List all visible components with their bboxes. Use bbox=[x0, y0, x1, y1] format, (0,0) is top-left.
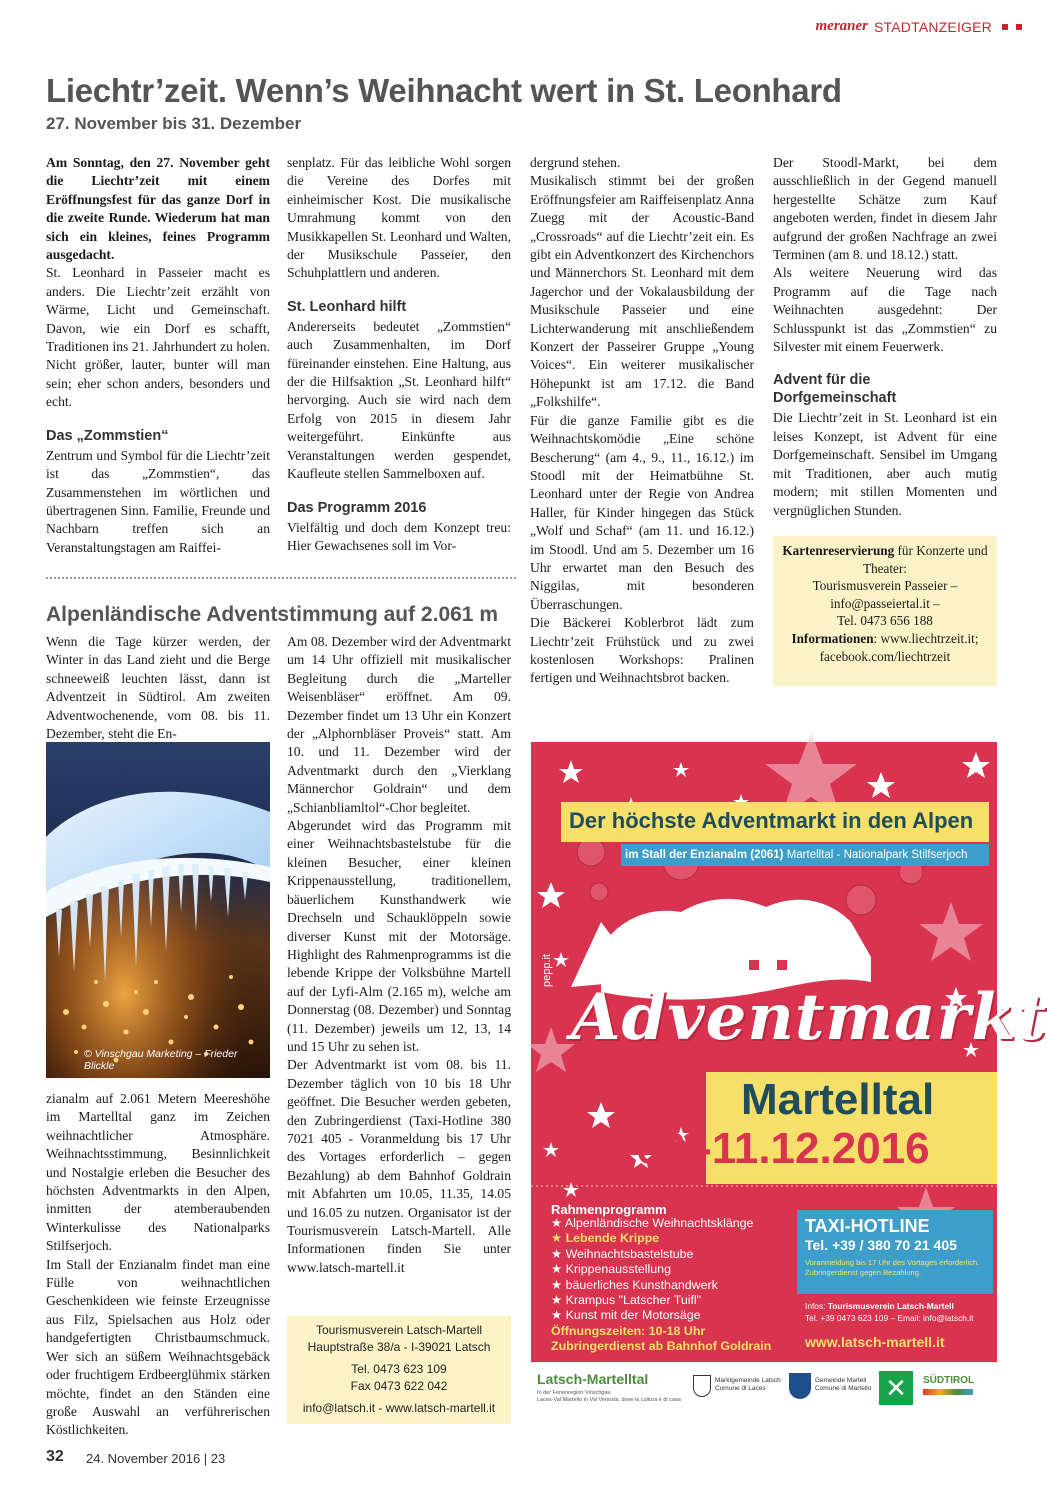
paragraph: dergrund stehen. bbox=[530, 155, 621, 170]
list-item: ★ Weihnachtsbastelstube bbox=[551, 1246, 694, 1261]
latsch-address: Hauptstraße 38/a - I-39021 Latsch bbox=[307, 1339, 491, 1354]
paragraph: Abgerundet wird das Programm mit einer Weihnachtsbastelstube für die kleinen Besucher, einer kleinen Krippenausstellung, traditionellem, bäuerlichem Kunsthandwerk wie Drechseln und Schauklöppeln sowie diverser Kunst mit der Motorsäge. Highlight des Rahmenprogramms ist die lebende Krippe der Volksbühne Martell auf der Lyfi-Alm (2.165 m), welche am Donnerstag (08. Dezember) und Sonntag (11. Dezember) jeweils um 12, 13, 14 und 15 Uhr zu sehen ist. bbox=[287, 818, 511, 1054]
ad-logo-strip bbox=[531, 1362, 997, 1424]
paragraph: Musikalisch stimmt bei der großen Eröffnungsfeier am Raiffeisenplatz Anna Zuegg mit der Acoustic-Band „Crossroads“ auf die Liechtr’zeit ein. Es gibt ein Adventkonzert des Kirchenchors und Männerchors St. Leonhard mit dem Jagerchor und der Vokalausbildung der Musikschule Passeier und eine Lichterwanderung mit anschließendem Konzert der Passeirer Gruppe „Young Voices“. Ein weiterer musikalischer Höhepunkt ist am 17.12. die Band „Folkshilfe“. bbox=[530, 173, 754, 410]
booking-info-box bbox=[773, 536, 997, 686]
paragraph: Vielfältig und doch dem Konzept treu: Hier Gewachsenes soll im Vor- bbox=[287, 519, 511, 553]
coat-of-arms-martell-icon bbox=[789, 1373, 811, 1399]
ad-program-title: Rahmenprogramm bbox=[551, 1202, 667, 1217]
article-title: Liechtr’zeit. Wenn’s Weihnacht wert in St. Leonhard bbox=[46, 72, 842, 109]
ad-infos bbox=[805, 1300, 973, 1324]
paragraph: Zentrum und Symbol für die Liechtr’zeit ist das „Zommstien“, das Zusammenstehen im wörtlichen und übertragenen Sinn. Familie, Freunde und Nachbarn treffen sich an Veranstaltungstagen am Raiffei- bbox=[46, 447, 270, 555]
ad-hours-block bbox=[551, 1324, 771, 1354]
photo-credit: © Vinschgau Marketing – Frieder Blickle bbox=[84, 1048, 238, 1072]
suedtirol-stripe-icon bbox=[923, 1389, 973, 1395]
paragraph: St. Leonhard in Passeier macht es anders. Die Liechtr’zeit erzählt von Wärme, Licht und Gemeinschaft. Davon, wie ein Dorf es schafft, Traditionen ins 21. Jahrhundert zu holen. Nicht größer, lauter, bunter will man sein; eher schon anders, besonders und echt. bbox=[46, 265, 270, 410]
paragraph: Der Stoodl-Markt, bei dem ausschließlich in der Gegend manuell hergestellte Schätze zum Kauf angeboten werden, findet in diesem Jahr aufgrund der großen Nachfrage an zwei Terminen (am 8. und 18.12.) statt. bbox=[773, 155, 997, 263]
ad-hours: Öffnungszeiten: 10-18 Uhr bbox=[551, 1324, 706, 1338]
latsch-contact-box bbox=[287, 1316, 511, 1424]
masthead-square bbox=[1016, 24, 1022, 30]
logo-latsch-tagline: In der Ferienregion Vinschgau Laces-Val Martello in Val Venosta, dove la cultura è di casa bbox=[537, 1390, 681, 1403]
ad-subline-venue: im Stall der Enzianalm (2061) bbox=[625, 849, 784, 861]
paragraph: Im Stall der Enzianalm findet man eine Fülle von weihnachtlichen Geschenkideen wie feinste Erzeugnisse aus Filz, Spielsachen aus Holz oder handgefertigten Christbaumschmuck. Wer sich an süßem Weihnachtsgebäck oder fruchtigem Erdbeerglühmix stärken möchte, findet an den Ständen eine große Auswahl an verführerischen Köstlichkeiten. bbox=[46, 1256, 270, 1438]
paragraph: zianalm auf 2.061 Metern Meereshöhe im Martelltal ganz im Zeichen weihnachtlicher Atmosphäre. Weihnachtsstimmung, Besinnlichkeit und Nostalgie erleben die Besucher des höchsten Adventmarkts in den Alpen, inmitten der atemberaubenden Winterkulisse des Nationalparks Stilfserjoch. bbox=[46, 1091, 270, 1254]
logo-suedtirol: SÜDTIROL bbox=[923, 1375, 975, 1386]
ad-subline-park: Martelltal - Nationalpark Stilfserjoch bbox=[783, 849, 968, 861]
page-number: 32 bbox=[46, 1448, 64, 1465]
list-item: ★ Krampus "Latscher Tuifl" bbox=[551, 1293, 702, 1308]
latsch-phone: Tel. 0473 623 109 bbox=[351, 1362, 447, 1376]
article1-column-4 bbox=[773, 154, 997, 520]
ad-infos-label: Infos: bbox=[805, 1301, 828, 1311]
issue-info: 24. November 2016 | 23 bbox=[86, 1451, 226, 1466]
masthead-brand: meraner bbox=[815, 18, 869, 34]
ad-headline: Der höchste Adventmarkt in den Alpen bbox=[569, 808, 974, 833]
info-label: Informationen bbox=[791, 630, 874, 646]
paragraph: Die Bäckerei Koblerbrot lädt zum Liechtr’zeit Frühstück und zu zwei kostenlosen Workshops: Pralinen fertigen und Weihnachtsbrot backen. bbox=[530, 615, 754, 686]
paragraph: Am 08. Dezember wird der Adventmarkt um 14 Uhr offiziell mit musikalischer Begleitung durch die „Marteller Weisenbläser“ eröffnet. Am 09. Dezember findet um 13 Uhr ein Konzert der „Alphornbläser Proveis“ statt. Am 10. und 11. Dezember wird der Adventmarkt durch den „Vierklang Männerchor Goldrain“ und dem „Schianbliamltol“-Chor begleitet. bbox=[287, 634, 511, 815]
booking-org: Tourismusverein Passeier – bbox=[812, 578, 958, 594]
ad-script-title: Adventmarkt bbox=[571, 980, 1047, 1055]
ad-taxi-note1: Voranmeldung bis 17 Uhr des Vortages erforderlich. bbox=[805, 1258, 980, 1267]
coat-of-arms-latsch-icon bbox=[693, 1375, 711, 1397]
booking-label: Kartenreservierung bbox=[782, 543, 895, 558]
article1-column-2 bbox=[287, 154, 511, 555]
masthead-paper: STADTANZEIGER bbox=[874, 18, 992, 35]
latsch-web[interactable]: info@latsch.it - www.latsch-martell.it bbox=[302, 1401, 496, 1415]
ad-website[interactable]: www.latsch-martell.it bbox=[805, 1334, 945, 1350]
masthead-square bbox=[1002, 24, 1008, 30]
list-item: ★ Kunst mit der Motorsäge bbox=[551, 1308, 701, 1323]
paragraph: senplatz. Für das leibliche Wohl sorgen die Vereine des Dorfes mit einheimischer Kost. Die musikalische Umrahmung kommt von den Musikkapellen St. Leonhard und Walten, der Musikschule Passeier, den Schuhplattlern und anderen. bbox=[287, 155, 511, 281]
booking-phone: Tel. 0473 656 188 bbox=[837, 613, 933, 629]
section-heading: Advent für die Dorfgemeinschaft bbox=[773, 372, 897, 407]
logo-gemeinde-martell: Gemeinde Martell Comune di Martello bbox=[815, 1377, 872, 1392]
masthead bbox=[816, 18, 1022, 35]
raiffeisen-logo-icon: ✕ bbox=[879, 1371, 913, 1405]
paragraph: Wenn die Tage kürzer werden, der Winter in das Land zieht und die Berge schneeweiß leuchten lässt, dann ist Adventzeit in Südtirol. Am zweiten Adventwochenende, vom 08. bis 11. Dezember, steht die En- bbox=[46, 634, 270, 742]
ad-shuttle: Zubringerdienst ab Bahnhof Goldrain bbox=[551, 1339, 772, 1353]
booking-text: für Konzerte und Theater: bbox=[863, 543, 988, 576]
booking-email[interactable]: info@passeiertal.it – bbox=[830, 595, 940, 611]
article2-column-2 bbox=[287, 633, 511, 1277]
ad-taxi-box bbox=[797, 1210, 993, 1294]
ad-taxi-note2: Zubringerdienst gegen Bezahlung. bbox=[805, 1268, 922, 1277]
ad-subline bbox=[621, 844, 989, 866]
paragraph: Als weitere Neuerung wird das Programm auf die Tage nach Weihnachten ausgedehnt: Der Schlusspunkt ist das „Zommstien“ zu Silvester mit einem Feuerwerk. bbox=[773, 265, 997, 355]
section-heading: Das Programm 2016 bbox=[287, 499, 427, 516]
ad-place: Martelltal bbox=[741, 1075, 935, 1124]
latsch-org: Tourismusverein Latsch-Martell bbox=[315, 1323, 483, 1337]
logo-latsch-martelltal: Latsch-Martelltal bbox=[537, 1371, 649, 1387]
ad-infos-org: Tourismusverein Latsch-Martell bbox=[827, 1301, 954, 1311]
icicle-photo-graphic bbox=[46, 742, 270, 1078]
article2-column-1-bottom bbox=[46, 1090, 270, 1440]
ad-infos-contact: Tel. +39 0473 623 109 – Email: info@latsch.it bbox=[805, 1313, 974, 1323]
ad-taxi-title: TAXI-HOTLINE bbox=[805, 1216, 930, 1236]
adventmarkt-ad[interactable] bbox=[531, 742, 1047, 1362]
article1-lead: Am Sonntag, den 27. November geht die Liechtr’zeit mit einem Eröffnungsfest für das ganze Dorf in die zweite Runde. Wiederum hat man sich ein kleines, feines Programm ausgedacht. bbox=[46, 155, 270, 263]
article-subtitle: 27. November bis 31. Dezember bbox=[46, 114, 302, 133]
latsch-fax: Fax 0473 622 042 bbox=[350, 1378, 448, 1393]
list-item: ★ Lebende Krippe bbox=[551, 1231, 660, 1246]
section-divider bbox=[46, 577, 516, 579]
list-item: ★ Krippenausstellung bbox=[551, 1262, 671, 1277]
ad-dates: 08.-11.12.2016 bbox=[636, 1124, 930, 1173]
ad-taxi-phone[interactable]: Tel. +39 / 380 70 21 405 bbox=[805, 1237, 957, 1253]
info-links[interactable]: : www.liechtrzeit.it; facebook.com/liechtrzeit bbox=[819, 630, 979, 664]
paragraph: Der Adventmarkt ist vom 08. bis 11. Dezember täglich von 10 bis 18 Uhr geöffnet. Die Besucher werden gebeten, den Zubringerdienst (Taxi-Hotline 380 7021 405 - Voranmeldung bis 17 Uhr des Vortages erforderlich – gegen Bezahlung) ab dem Bahnhof Goldrain mit Abfahrten um 10.05, 11.35, 14.05 und 16.05 zu nutzen. Organisator ist der Tourismusverein Latsch-Martell. Alle Informationen finden Sie unter www.latsch-martell.it bbox=[287, 1057, 511, 1275]
list-item: ★ bäuerliches Kunsthandwerk bbox=[551, 1277, 718, 1292]
paragraph: Die Liechtr’zeit in St. Leonhard ist ein leises Konzept, ist Advent für eine Dorfgemeinschaft. Sensibel im Umgang mit Traditionen, aber auch mutig modern; mit stillen Momenten und vergnüglichen Stunden. bbox=[773, 410, 997, 518]
article1-column-3 bbox=[530, 154, 754, 688]
ad-program-list bbox=[551, 1216, 753, 1324]
logo-gemeinde-latsch: Marktgemeinde Latsch Comune di Laces bbox=[715, 1377, 781, 1392]
article2-title: Alpenländische Adventstimmung auf 2.061 m bbox=[46, 603, 498, 626]
ad-credit: pepp.it bbox=[541, 953, 553, 987]
article1-column-1 bbox=[46, 154, 270, 557]
section-heading: St. Leonhard hilft bbox=[287, 298, 407, 315]
list-item: ★ Alpenländische Weihnachtsklänge bbox=[551, 1216, 754, 1230]
icicle-photo bbox=[46, 742, 270, 1078]
section-heading: Das „Zommstien“ bbox=[46, 427, 169, 444]
article2-column-1-top bbox=[46, 633, 270, 743]
paragraph: Für die ganze Familie gibt es die Weihnachtskomödie „Eine schöne Bescherung“ (am 4., 9., 11., 16.12.) im Stoodl mit der Heimatbühne St. Leonhard unter der Regie von Andrea Haller, für Kinder hingegen das Stück „Wolf und Schaf“ (am 11. und 16.12.) im Stoodl. Und am 5. Dezember um 16 Uhr erwartet man den Besuch des Niggilas, mit besonderen Überraschungen. bbox=[530, 412, 754, 612]
paragraph: Andererseits bedeutet „Zommstien“ auch Zusammenhalten, im Dorf füreinander einstehen. Eine Haltung, aus der die Hilfsaktion „St. Leonhard hilft“ hervorging. Auch sie wird nach dem Erfolg von 2015 in diesem Jahr weitergeführt. Einkünfte aus Veranstaltungen werden gespendet, Kaufleute stellen Sammelboxen auf. bbox=[287, 318, 511, 482]
